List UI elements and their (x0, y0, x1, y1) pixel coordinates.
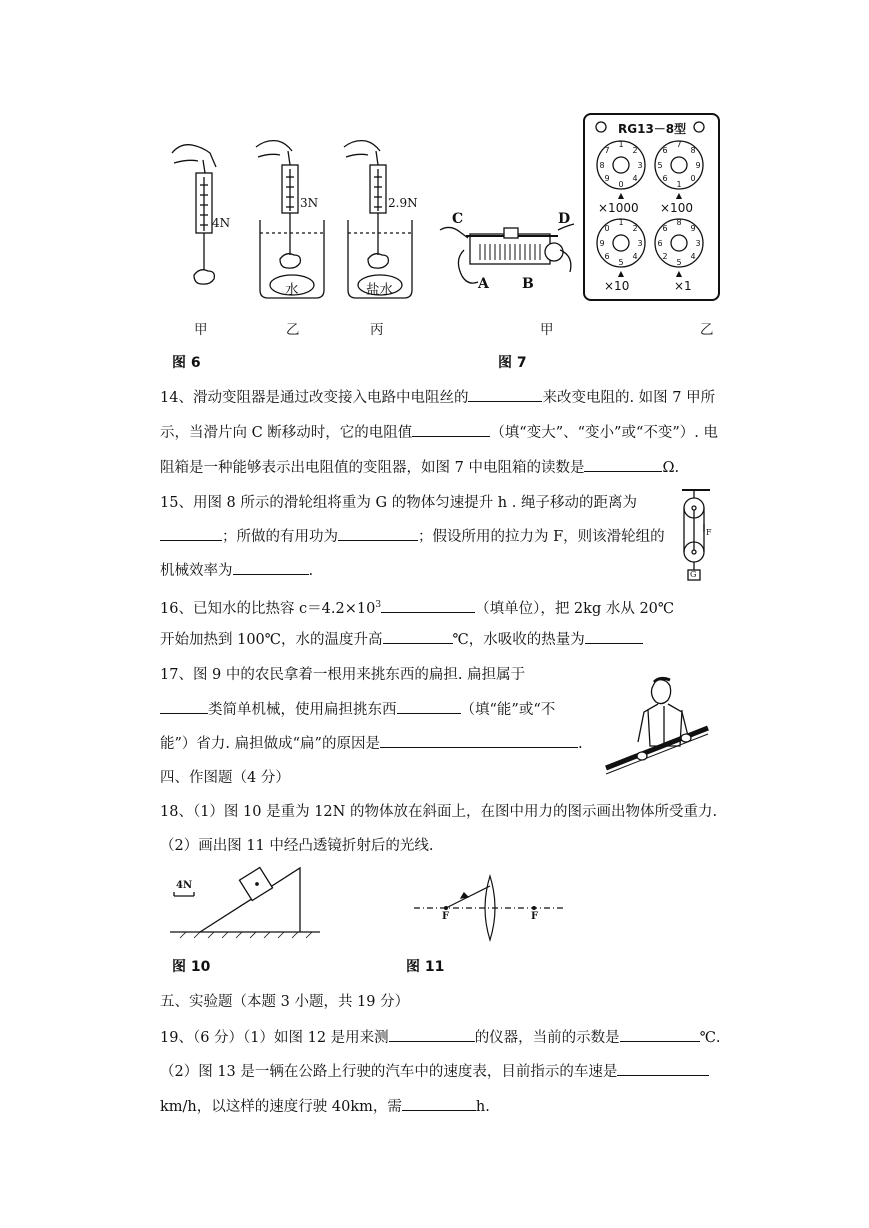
svg-text:0: 0 (604, 224, 610, 233)
q19-text-1a: 19、（6 分）（1）如图 12 是用来测 (160, 1030, 389, 1046)
svg-text:▲: ▲ (617, 191, 625, 200)
svg-text:2: 2 (632, 224, 638, 233)
svg-text:1: 1 (618, 140, 624, 149)
q19-text-1b: 的仪器，当前的示数是 (474, 1030, 620, 1046)
svg-text:▲: ▲ (617, 269, 625, 278)
label-yi: 乙 (286, 322, 300, 338)
svg-text:0: 0 (618, 180, 624, 189)
q17-text-2a: 类简单机械，使用扁担挑东西 (208, 702, 397, 718)
q16-text-1b: （填单位），把 2kg 水从 20℃ (475, 601, 675, 617)
q14-line-2 (160, 421, 718, 442)
svg-text:5: 5 (618, 258, 624, 267)
q16-text-2b: ℃，水吸收的热量为 (452, 632, 585, 648)
svg-text:9: 9 (695, 161, 701, 170)
q15-line-3 (160, 559, 313, 580)
q16-blank-temp[interactable] (383, 629, 453, 644)
q14-text-2b: （填“变大”、“变小”或“不变”）. 电 (490, 425, 719, 441)
q17-blank-2[interactable] (397, 699, 461, 714)
svg-text:4: 4 (690, 252, 696, 261)
q16-blank-heat[interactable] (585, 629, 643, 644)
multiplier-1: ×1 (674, 279, 692, 293)
q19-text-3a: km/h，以这样的速度行驶 40km，需 (160, 1099, 402, 1115)
q15-blank-3[interactable] (233, 560, 309, 575)
q15-text-3a: 机械效率为 (160, 563, 233, 579)
beaker-label-brine: 盐水 (366, 282, 393, 298)
q15-line-1 (160, 491, 637, 512)
svg-text:0: 0 (690, 174, 696, 183)
label-jia: 甲 (194, 322, 208, 338)
svg-text:9: 9 (604, 174, 610, 183)
q14-text-3a: 阻箱是一种能够表示出电阻值的变阻器，如图 7 中电阻箱的读数是 (160, 460, 585, 476)
q14-line-1 (160, 386, 715, 407)
svg-text:3: 3 (637, 239, 643, 248)
q15-line-2 (160, 525, 665, 546)
svg-text:▲: ▲ (675, 269, 683, 278)
q17-line-1 (160, 663, 525, 684)
q15-text-2a: ；所做的有用功为 (222, 529, 338, 545)
figure-10-incline-drawing (170, 856, 330, 938)
svg-text:7: 7 (676, 140, 682, 149)
figure7-label-yi: 乙 (700, 322, 714, 338)
svg-text:7: 7 (604, 146, 610, 155)
section-5-heading: 五、实验题（本题 3 小题，共 19 分） (160, 994, 410, 1010)
farmer-carrying-pole-drawing (602, 676, 712, 776)
q16-line-2 (160, 628, 643, 649)
rheostat-letter-c: C (452, 211, 464, 227)
q17-line-2 (160, 698, 555, 719)
rheostat-letter-d: D (558, 211, 571, 227)
q17-text-1: 17、图 9 中的农民拿着一根用来挑东西的扁担. 扁担属于 (160, 667, 526, 683)
svg-text:4: 4 (632, 174, 638, 183)
svg-text:8: 8 (690, 146, 696, 155)
svg-text:2: 2 (632, 146, 638, 155)
svg-text:▲: ▲ (675, 191, 683, 200)
section-4-heading: 四、作图题（4 分） (160, 770, 290, 786)
svg-text:8: 8 (676, 218, 682, 227)
q19-line-3 (160, 1095, 490, 1116)
pulley-weight-label: G (690, 570, 697, 579)
q15-text-2b: ；假设所用的拉力为 F，则该滑轮组的 (418, 529, 665, 545)
q19-text-2: （2）图 13 是一辆在公路上行驶的汽车中的速度表，目前指示的车速是 (160, 1064, 618, 1080)
svg-text:9: 9 (690, 224, 696, 233)
q14-blank-1[interactable] (468, 387, 542, 402)
q17-text-2b: （填“能”或“不 (460, 702, 556, 718)
figure-10-scale-label: 4N (176, 880, 193, 891)
q19-line-2 (160, 1060, 709, 1081)
figure-11-focus-right: F (531, 911, 539, 922)
q19-text-1c: ℃. (699, 1030, 721, 1046)
svg-text:5: 5 (676, 258, 682, 267)
q16-text-2a: 开始加热到 100℃，水的温度升高 (160, 632, 383, 648)
reading-jia: 4N (212, 216, 231, 230)
svg-text:6: 6 (604, 252, 610, 261)
rheostat-letter-a: A (478, 276, 489, 292)
svg-text:4: 4 (632, 252, 638, 261)
figure-6-caption: 图 6 (172, 355, 201, 371)
pulley-force-label: F (706, 528, 712, 537)
q16-blank-unit[interactable] (381, 598, 475, 613)
q19-blank-2[interactable] (620, 1027, 700, 1042)
svg-text:8: 8 (599, 161, 605, 170)
svg-text:5: 5 (657, 161, 663, 170)
q19-blank-1[interactable] (389, 1027, 475, 1042)
svg-text:9: 9 (599, 239, 605, 248)
figure-11-lens-drawing (410, 872, 570, 944)
spring-scale-yi (256, 141, 324, 298)
q16-text-1a: 16、已知水的比热容 c＝4.2×10 (160, 601, 376, 617)
figure7-label-jia: 甲 (540, 322, 554, 338)
q14-text-1a: 14、滑动变阻器是通过改变接入电路中电阻丝的 (160, 390, 469, 406)
q14-blank-3[interactable] (584, 457, 662, 472)
figure-11-focus-left: F (442, 911, 450, 922)
svg-text:1: 1 (676, 180, 682, 189)
reading-yi: 3N (300, 196, 319, 210)
figure-7-caption: 图 7 (498, 355, 527, 371)
figure-11-caption: 图 11 (406, 959, 445, 975)
beaker-label-water: 水 (285, 282, 299, 298)
q19-text-3b: h. (475, 1099, 490, 1115)
q16-line-1 (160, 597, 674, 618)
svg-text:6: 6 (662, 146, 668, 155)
q14-blank-2[interactable] (412, 422, 490, 437)
spring-scale-jia (172, 145, 216, 284)
q17-line-3 (160, 732, 583, 753)
multiplier-10: ×10 (604, 279, 630, 293)
rheostat-letter-b: B (522, 276, 534, 292)
q14-text-2a: 示，当滑片向 C 断移动时，它的电阻值 (160, 425, 413, 441)
label-bing: 丙 (370, 322, 384, 338)
multiplier-1000: ×1000 (598, 201, 639, 215)
svg-text:2: 2 (662, 252, 668, 261)
q17-text-3b: . (577, 736, 583, 752)
svg-text:6: 6 (662, 224, 668, 233)
spring-scale-bing (344, 141, 412, 298)
multiplier-100: ×100 (660, 201, 693, 215)
q17-text-3a: 能”）省力. 扁担做成“扁”的原因是 (160, 736, 380, 752)
q18-line-2: （2）画出图 11 中经凸透镜折射后的光线. (160, 838, 434, 854)
reading-bing: 2.9N (388, 196, 418, 210)
q14-text-1b: 来改变电阻的. 如图 7 甲所 (542, 390, 716, 406)
svg-text:6: 6 (657, 239, 663, 248)
q19-blank-4[interactable] (402, 1096, 476, 1111)
q15-blank-1[interactable] (160, 526, 222, 541)
figure-10-caption: 图 10 (172, 959, 211, 975)
q17-blank-3[interactable] (380, 733, 578, 748)
q15-blank-2[interactable] (338, 526, 418, 541)
q16-exponent: 3 (375, 600, 382, 610)
svg-text:1: 1 (618, 218, 624, 227)
q19-line-1 (160, 1026, 721, 1047)
q14-line-3 (160, 456, 679, 477)
q18-line-1: 18、（1）图 10 是重为 12N 的物体放在斜面上，在图中用力的图示画出物体所受重力. (160, 804, 718, 820)
svg-text:3: 3 (637, 161, 643, 170)
q19-blank-3[interactable] (617, 1061, 709, 1076)
resistance-box-model: RG13－8型 (618, 122, 687, 136)
q15-text-3b: . (308, 563, 314, 579)
q17-blank-1[interactable] (160, 699, 208, 714)
svg-text:6: 6 (662, 174, 668, 183)
q14-text-3b: Ω. (662, 460, 680, 476)
q15-text-1: 15、用图 8 所示的滑轮组将重为 G 的物体匀速提升 h . 绳子移动的距离为 (160, 495, 637, 511)
svg-text:3: 3 (695, 239, 701, 248)
